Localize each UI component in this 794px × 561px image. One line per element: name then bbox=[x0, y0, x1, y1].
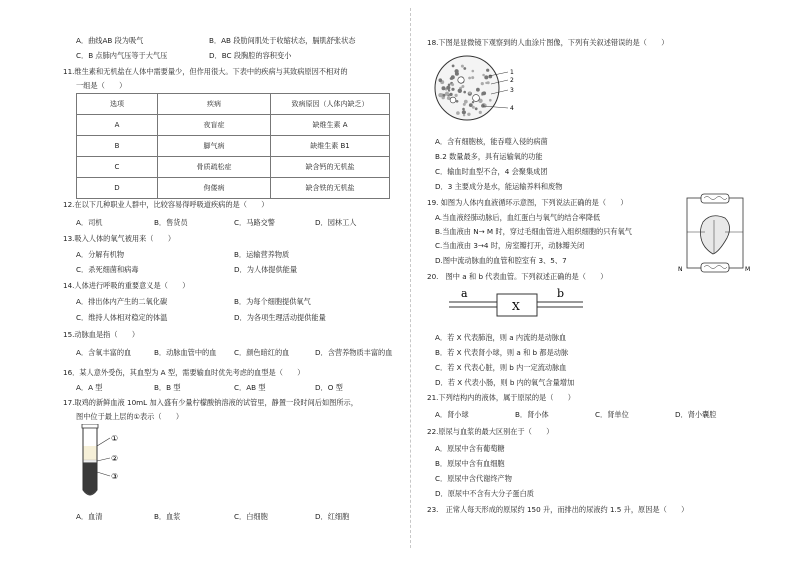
red-blood-cell bbox=[461, 65, 464, 68]
red-blood-cell bbox=[442, 86, 446, 90]
white-blood-cell bbox=[458, 77, 464, 83]
q19-option-d: D.图中流动脉血的血管和腔室有 3、5、7 bbox=[435, 256, 567, 265]
lung-capillary bbox=[701, 194, 729, 203]
q15-option-d: D．含营养物质丰富的血 bbox=[315, 348, 393, 357]
table-cell: 夜盲症 bbox=[158, 115, 271, 136]
red-blood-cell bbox=[482, 74, 485, 77]
table-cell: A bbox=[77, 115, 158, 136]
red-blood-cell bbox=[472, 106, 475, 109]
q20-stem: 20. 图中 a 和 b 代表血管。下列叙述正确的是（ ） bbox=[427, 272, 608, 281]
smear-label-1: 1 bbox=[510, 69, 514, 76]
tube-rim bbox=[82, 424, 98, 428]
q10-option-c: C．B 点肺内气压等于大气压 bbox=[76, 51, 168, 60]
label-m: M bbox=[745, 266, 751, 273]
q14-option-a: A．排出体内产生的二氧化碳 bbox=[76, 297, 168, 306]
red-blood-cell bbox=[467, 113, 470, 116]
table-header: 选项 bbox=[77, 94, 158, 115]
red-blood-cell bbox=[450, 77, 453, 80]
column-divider bbox=[410, 8, 411, 548]
red-blood-cell bbox=[481, 92, 484, 95]
q22-option-c: C．原尿中含代谢终产物 bbox=[435, 474, 512, 483]
tube-label-1: ① bbox=[111, 434, 119, 443]
red-blood-cell bbox=[487, 81, 490, 84]
red-blood-cell bbox=[451, 83, 454, 86]
red-blood-cell bbox=[475, 107, 478, 110]
table-row bbox=[77, 136, 390, 157]
vessel-figure bbox=[447, 285, 587, 325]
table-cell: 骨质疏松症 bbox=[158, 157, 271, 178]
q10-option-b: B．AB 段肋间肌处于收缩状态，膈肌舒张状态 bbox=[209, 36, 356, 45]
vessel-a-label: a bbox=[461, 287, 468, 300]
tube-middle-layer bbox=[84, 460, 97, 463]
q16-option-d: D．O 型 bbox=[315, 383, 343, 392]
q18-option-c: C．输血时血型不合，4 会聚集成团 bbox=[435, 167, 548, 176]
red-blood-cell bbox=[455, 72, 459, 76]
q14-stem: 14.人体进行呼吸的重要意义是（ ） bbox=[63, 281, 190, 290]
q16-stem: 16．某人意外受伤，其血型为 A 型，需要输血时优先考虑的血型是（ ） bbox=[63, 368, 305, 377]
q18-option-b: B.2 数量最多，具有运输氧的功能 bbox=[435, 152, 543, 161]
q20-option-b: B．若 X 代表肾小球，则 a 和 b 都是动脉 bbox=[435, 348, 569, 357]
q23-stem: 23. 正常人每天形成的原尿约 150 升，而排出的尿液约 1.5 升，原因是（ ） bbox=[427, 505, 689, 514]
q10-option-d: D．BC 段胸腔的容积变小 bbox=[209, 51, 292, 60]
q22-option-d: D．原尿中不含有大分子蛋白质 bbox=[435, 489, 534, 498]
q18-stem: 18.下图是显微镜下观察到的人血涂片图像，下列有关叙述错误的是（ ） bbox=[427, 38, 669, 47]
q12-option-a: A．司机 bbox=[76, 218, 103, 227]
table-header: 疾病 bbox=[158, 94, 271, 115]
q10-option-a: A．曲线AB 段为吸气 bbox=[76, 36, 144, 45]
q21-option-c: C．肾单位 bbox=[595, 410, 629, 419]
red-blood-cell bbox=[471, 76, 474, 79]
q20-option-c: C．若 X 代表心脏，则 b 内一定流动脉血 bbox=[435, 363, 567, 372]
red-blood-cell bbox=[463, 103, 466, 106]
q21-option-d: D．肾小囊腔 bbox=[675, 410, 717, 419]
q15-option-c: C．颜色暗红的血 bbox=[234, 348, 290, 357]
q15-stem: 15.动脉血是指（ ） bbox=[63, 330, 140, 339]
red-blood-cell bbox=[489, 99, 492, 102]
q16-option-c: C．AB 型 bbox=[234, 383, 266, 392]
white-blood-cell bbox=[473, 95, 480, 102]
table-cell: 缺含钙的无机盐 bbox=[271, 157, 390, 178]
q13-option-a: A．分解有机物 bbox=[76, 250, 125, 259]
table-cell: 脚气病 bbox=[158, 136, 271, 157]
q21-stem: 21.下列结构内的液体，属于原尿的是（ ） bbox=[427, 393, 575, 402]
q20-option-d: D．若 X 代表小肠，则 b 内的氧气含量增加 bbox=[435, 378, 575, 387]
red-blood-cell bbox=[488, 75, 492, 79]
q16-option-b: B．B 型 bbox=[154, 383, 181, 392]
red-blood-cell bbox=[463, 114, 465, 116]
table-header-row bbox=[77, 94, 390, 115]
smear-label-4: 4 bbox=[510, 105, 514, 112]
red-blood-cell bbox=[463, 67, 466, 70]
red-blood-cell bbox=[468, 91, 471, 94]
red-blood-cell bbox=[463, 91, 466, 94]
table-header: 致病原因（人体内缺乏） bbox=[271, 94, 390, 115]
red-blood-cell bbox=[439, 78, 443, 82]
organ-x-label: X bbox=[512, 300, 520, 313]
q12-option-b: B．售货员 bbox=[154, 218, 188, 227]
red-blood-cell bbox=[481, 82, 484, 85]
q14-option-b: B．为每个细胞提供氧气 bbox=[234, 297, 311, 306]
q14-option-d: D．为各项生理活动提供能量 bbox=[234, 313, 326, 322]
red-blood-cell bbox=[456, 111, 460, 115]
q16-option-a: A．A 型 bbox=[76, 383, 103, 392]
body-capillary bbox=[701, 263, 729, 272]
tube-lower-layer bbox=[84, 463, 97, 495]
red-blood-cell bbox=[456, 100, 459, 103]
table-row bbox=[77, 157, 390, 178]
red-blood-cell bbox=[479, 111, 482, 114]
table-cell: C bbox=[77, 157, 158, 178]
q17-stem-line1: 17.取鸡的新鲜血液 10mL 加入盛有少量柠檬酸钠溶液的试管里，静置一段时间后如图所示， bbox=[63, 398, 358, 407]
q20-option-a: A．若 X 代表肺泡，则 a 内流的是动脉血 bbox=[435, 333, 567, 342]
q11-stem-line1: 11.维生素和无机盐在人体中需要量少，但作用很大。下表中的疾病与其致病原因不相对的 bbox=[63, 67, 348, 76]
smear-label-3: 3 bbox=[510, 87, 514, 94]
table-cell: 缺维生素 B1 bbox=[271, 136, 390, 157]
red-blood-cell bbox=[468, 77, 471, 80]
q17-stem-line2: 图中位于最上层的①表示（ ） bbox=[76, 412, 184, 421]
q22-option-b: B．原尿中含有血细胞 bbox=[435, 459, 505, 468]
red-blood-cell bbox=[481, 104, 485, 108]
red-blood-cell bbox=[472, 101, 474, 103]
red-blood-cell bbox=[476, 88, 480, 92]
table-row bbox=[77, 115, 390, 136]
red-blood-cell bbox=[462, 108, 465, 111]
q15-option-a: A．含氧丰富的血 bbox=[76, 348, 132, 357]
q21-option-a: A．肾小球 bbox=[435, 410, 469, 419]
red-blood-cell bbox=[484, 75, 488, 79]
red-blood-cell bbox=[451, 88, 454, 91]
tube-upper-layer bbox=[84, 446, 97, 460]
q12-stem: 12.在以下几种职业人群中，比较容易得呼吸道疾病的是（ ） bbox=[63, 200, 269, 209]
red-blood-cell bbox=[462, 110, 466, 114]
red-blood-cell bbox=[472, 70, 475, 73]
table-cell: 缺维生素 A bbox=[271, 115, 390, 136]
red-blood-cell bbox=[455, 94, 458, 97]
blood-smear-figure bbox=[431, 50, 521, 130]
q22-stem: 22.原尿与血浆的最大区别在于（ ） bbox=[427, 427, 554, 436]
q13-option-b: B．运输营养物质 bbox=[234, 250, 290, 259]
q17-option-a: A．血清 bbox=[76, 512, 103, 521]
q17-option-c: C．白细胞 bbox=[234, 512, 268, 521]
q19-option-b: B.当血液由 N→ M 时，穿过毛细血管进入组织细胞的只有氧气 bbox=[435, 227, 632, 236]
q11-table bbox=[76, 93, 390, 199]
red-blood-cell bbox=[486, 69, 489, 72]
table-cell: 缺含铁的无机盐 bbox=[271, 178, 390, 199]
q18-option-a: A．含有细胞核，能吞噬入侵的病菌 bbox=[435, 137, 548, 146]
q19-stem: 19. 如图为人体内血液循环示意图，下列说法正确的是（ ） bbox=[427, 198, 628, 207]
red-blood-cell bbox=[452, 65, 455, 68]
q17-option-d: D．红细胞 bbox=[315, 512, 350, 521]
table-row bbox=[77, 178, 390, 199]
red-blood-cell bbox=[458, 89, 462, 93]
table-cell: B bbox=[77, 136, 158, 157]
q22-option-a: A．原尿中含有葡萄糖 bbox=[435, 444, 505, 453]
q19-option-c: C.当血液由 3→4 时，房室瓣打开，动脉瓣关闭 bbox=[435, 241, 585, 250]
red-blood-cell bbox=[449, 93, 452, 96]
smear-label-2: 2 bbox=[510, 77, 514, 84]
label-n: N bbox=[678, 266, 683, 273]
table-cell: D bbox=[77, 178, 158, 199]
q13-option-c: C．杀死细菌和病毒 bbox=[76, 265, 139, 274]
q15-option-b: B．动脉血管中的血 bbox=[154, 348, 217, 357]
q13-stem: 13.吸入人体的氧气被用来（ ） bbox=[63, 234, 176, 243]
q14-option-c: C．维持人体相对稳定的体温 bbox=[76, 313, 168, 322]
q21-option-b: B．肾小体 bbox=[515, 410, 549, 419]
label-line-3 bbox=[97, 472, 110, 476]
vessel-b-label: b bbox=[557, 287, 565, 300]
tube-label-2: ② bbox=[111, 454, 119, 463]
q12-option-d: D．园林工人 bbox=[315, 218, 357, 227]
red-blood-cell bbox=[445, 92, 449, 96]
heart bbox=[700, 216, 729, 254]
red-blood-cell bbox=[438, 93, 442, 97]
q13-option-d: D．为人体提供能量 bbox=[234, 265, 298, 274]
q12-option-c: C．马路交警 bbox=[234, 218, 275, 227]
label-line-1 bbox=[97, 438, 110, 446]
q17-option-b: B．血浆 bbox=[154, 512, 181, 521]
q11-stem-line2: 一组是（ ） bbox=[76, 81, 127, 90]
table-cell: 佝偻病 bbox=[158, 178, 271, 199]
q19-option-a: A.当血液经肺动脉后，血红蛋白与氧气的结合率降低 bbox=[435, 213, 601, 222]
test-tube-figure bbox=[78, 424, 148, 502]
q18-option-d: D．3 主要成分是水，能运输养料和废物 bbox=[435, 182, 563, 191]
label-line-2 bbox=[97, 458, 110, 461]
tube-label-3: ③ bbox=[111, 472, 119, 481]
red-blood-cell bbox=[446, 86, 450, 90]
white-blood-cell bbox=[450, 97, 456, 103]
circulation-diagram bbox=[675, 192, 755, 274]
